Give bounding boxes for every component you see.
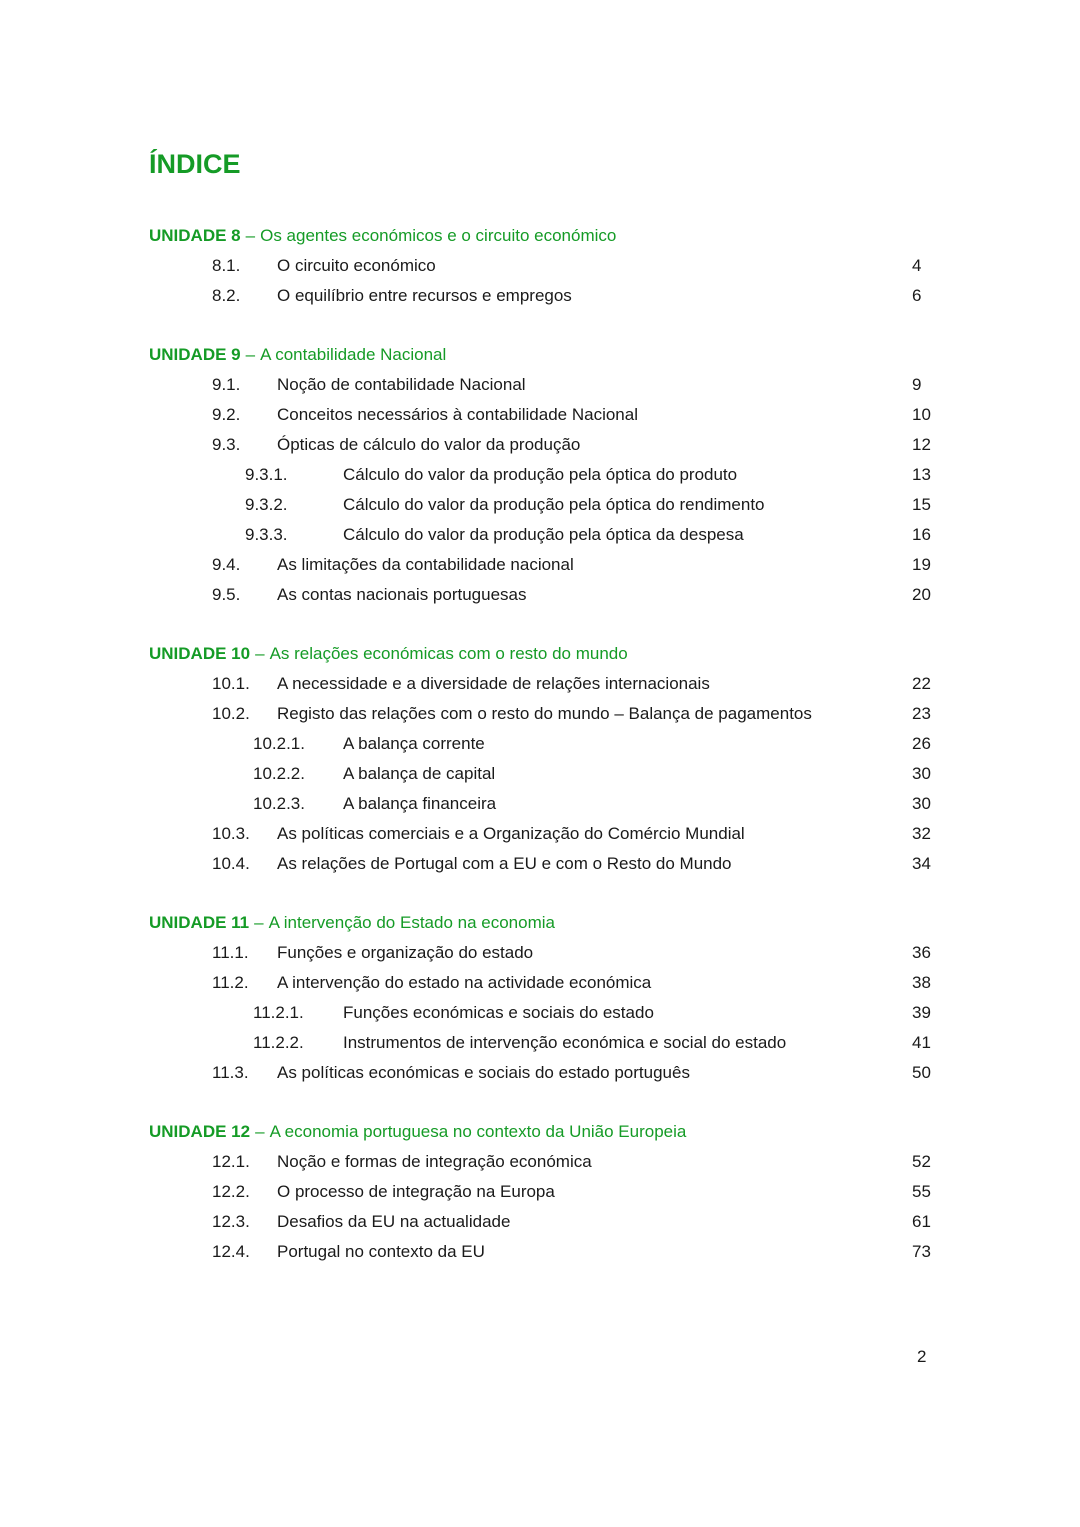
entry-title: Conceitos necessários à contabilidade Nacional [277, 405, 638, 424]
entry-title: As políticas económicas e sociais do estado português [277, 1063, 690, 1082]
unit-label: UNIDADE 12 [149, 1122, 251, 1141]
entry-title: Noção de contabilidade Nacional [277, 375, 526, 394]
unit-label: UNIDADE 10 [149, 644, 251, 663]
entry-page: 30 [912, 794, 931, 813]
entry-number: 10.1. [212, 674, 250, 693]
toc-entry [149, 430, 940, 460]
section-heading [149, 340, 940, 370]
entry-page: 30 [912, 764, 931, 783]
section-heading [149, 639, 940, 669]
entry-number: 10.2.3. [253, 794, 305, 813]
toc-entry [149, 819, 940, 849]
toc-entry [149, 400, 940, 430]
toc-entry [149, 490, 940, 520]
entry-number: 11.1. [212, 943, 249, 962]
entry-title: Funções económicas e sociais do estado [343, 1003, 654, 1022]
toc-section [149, 908, 940, 1088]
entry-title: O processo de integração na Europa [277, 1182, 555, 1201]
separator-dash: – [245, 345, 256, 364]
entry-number: 10.2.1. [253, 734, 305, 753]
entry-number: 12.3. [212, 1212, 250, 1231]
entry-number: 11.2.2. [253, 1033, 304, 1052]
entry-number: 12.4. [212, 1242, 250, 1261]
entry-number: 9.2. [212, 405, 241, 424]
entry-number: 10.2. [212, 704, 250, 723]
toc-entry [149, 1207, 940, 1237]
entry-number: 11.3. [212, 1063, 249, 1082]
entry-number: 8.2. [212, 286, 241, 305]
entry-page: 15 [912, 495, 931, 514]
entry-page: 34 [912, 854, 931, 873]
unit-title: A economia portuguesa no contexto da União Europeia [269, 1122, 687, 1141]
entry-page: 26 [912, 734, 931, 753]
entry-page: 36 [912, 943, 931, 962]
entry-title: O equilíbrio entre recursos e empregos [277, 286, 572, 305]
entry-number: 9.5. [212, 585, 241, 604]
toc-entry [149, 699, 940, 729]
entry-page: 19 [912, 555, 931, 574]
page-title: ÍNDICE [149, 149, 241, 179]
entry-title: Noção e formas de integração económica [277, 1152, 592, 1171]
entry-title: O circuito económico [277, 256, 436, 275]
toc-section [149, 639, 940, 879]
entry-title: A necessidade e a diversidade de relações internacionais [277, 674, 710, 693]
entry-title: As limitações da contabilidade nacional [277, 555, 574, 574]
entry-number: 9.3.1. [245, 465, 288, 484]
entry-number: 9.3.2. [245, 495, 288, 514]
entry-title: Portugal no contexto da EU [277, 1242, 485, 1261]
entry-number: 9.3.3. [245, 525, 288, 544]
entry-number: 9.1. [212, 375, 241, 394]
toc-section [149, 340, 940, 610]
entry-page: 4 [912, 256, 922, 275]
unit-label: UNIDADE 9 [149, 345, 241, 364]
entry-number: 12.1. [212, 1152, 250, 1171]
entry-number: 10.3. [212, 824, 250, 843]
toc-entry [149, 520, 940, 550]
entry-title: Cálculo do valor da produção pela óptica da despesa [343, 525, 744, 544]
entry-title: A balança de capital [343, 764, 496, 783]
entry-number: 11.2. [212, 973, 249, 992]
toc-entry [149, 849, 940, 879]
toc-entry [149, 998, 940, 1028]
entry-number: 11.2.1. [253, 1003, 304, 1022]
separator-dash: – [254, 913, 264, 932]
entry-page: 22 [912, 674, 931, 693]
toc-entry [149, 1028, 940, 1058]
unit-title: As relações económicas com o resto do mundo [269, 644, 628, 663]
toc-entry [149, 251, 940, 281]
entry-title: Desafios da EU na actualidade [277, 1212, 511, 1231]
entry-page: 73 [912, 1242, 931, 1261]
toc-section [149, 221, 940, 311]
toc-entry [149, 460, 940, 490]
toc-section [149, 1117, 940, 1267]
toc-entry [149, 1058, 940, 1088]
entry-page: 32 [912, 824, 931, 843]
entry-number: 10.4. [212, 854, 250, 873]
separator-dash: – [245, 226, 256, 245]
entry-page: 6 [912, 286, 922, 305]
entry-page: 10 [912, 405, 931, 424]
toc-entry [149, 789, 940, 819]
entry-title: Registo das relações com o resto do mundo – Balança de pagamentos [277, 704, 812, 723]
separator-dash: – [255, 644, 265, 663]
section-heading [149, 221, 940, 251]
unit-title: Os agentes económicos e o circuito económico [260, 226, 617, 245]
entry-title: As contas nacionais portuguesas [277, 585, 527, 604]
toc-sections [149, 221, 940, 1267]
entry-page: 16 [912, 525, 931, 544]
unit-label: UNIDADE 8 [149, 226, 241, 245]
entry-title: Ópticas de cálculo do valor da produção [277, 435, 581, 454]
entry-page: 12 [912, 435, 931, 454]
toc-entry [149, 281, 940, 311]
entry-page: 41 [912, 1033, 931, 1052]
page-number: 2 [917, 1347, 927, 1366]
entry-page: 39 [912, 1003, 931, 1022]
toc-content [149, 146, 940, 1267]
unit-label: UNIDADE 11 [149, 913, 250, 932]
section-heading [149, 1117, 940, 1147]
entry-title: A balança corrente [343, 734, 485, 753]
entry-page: 52 [912, 1152, 931, 1171]
entry-page: 9 [912, 375, 922, 394]
entry-page: 38 [912, 973, 931, 992]
entry-number: 10.2.2. [253, 764, 305, 783]
entry-page: 50 [912, 1063, 931, 1082]
entry-title: Instrumentos de intervenção económica e social do estado [343, 1033, 787, 1052]
entry-title: Cálculo do valor da produção pela óptica do produto [343, 465, 738, 484]
toc-entry [149, 968, 940, 998]
entry-title: A balança financeira [343, 794, 497, 813]
toc-entry [149, 1147, 940, 1177]
entry-title: As relações de Portugal com a EU e com o Resto do Mundo [277, 854, 732, 873]
unit-title: A contabilidade Nacional [260, 345, 447, 364]
separator-dash: – [255, 1122, 265, 1141]
toc-entry [149, 1177, 940, 1207]
entry-page: 55 [912, 1182, 931, 1201]
section-heading [149, 908, 940, 938]
toc-entry [149, 729, 940, 759]
entry-page: 20 [912, 585, 931, 604]
toc-entry [149, 580, 940, 610]
entry-page: 23 [912, 704, 931, 723]
toc-entry [149, 370, 940, 400]
entry-number: 8.1. [212, 256, 241, 275]
toc-entry [149, 938, 940, 968]
toc-entry [149, 550, 940, 580]
entry-number: 9.3. [212, 435, 241, 454]
entry-number: 12.2. [212, 1182, 250, 1201]
entry-number: 9.4. [212, 555, 241, 574]
entry-title: Funções e organização do estado [277, 943, 534, 962]
entry-title: Cálculo do valor da produção pela óptica do rendimento [343, 495, 765, 514]
unit-title: A intervenção do Estado na economia [268, 913, 555, 932]
entry-title: As políticas comerciais e a Organização do Comércio Mundial [277, 824, 745, 843]
entry-title: A intervenção do estado na actividade económica [277, 973, 652, 992]
toc-entry [149, 759, 940, 789]
toc-entry [149, 1237, 940, 1267]
toc-entry [149, 669, 940, 699]
entry-page: 61 [912, 1212, 931, 1231]
entry-page: 13 [912, 465, 931, 484]
